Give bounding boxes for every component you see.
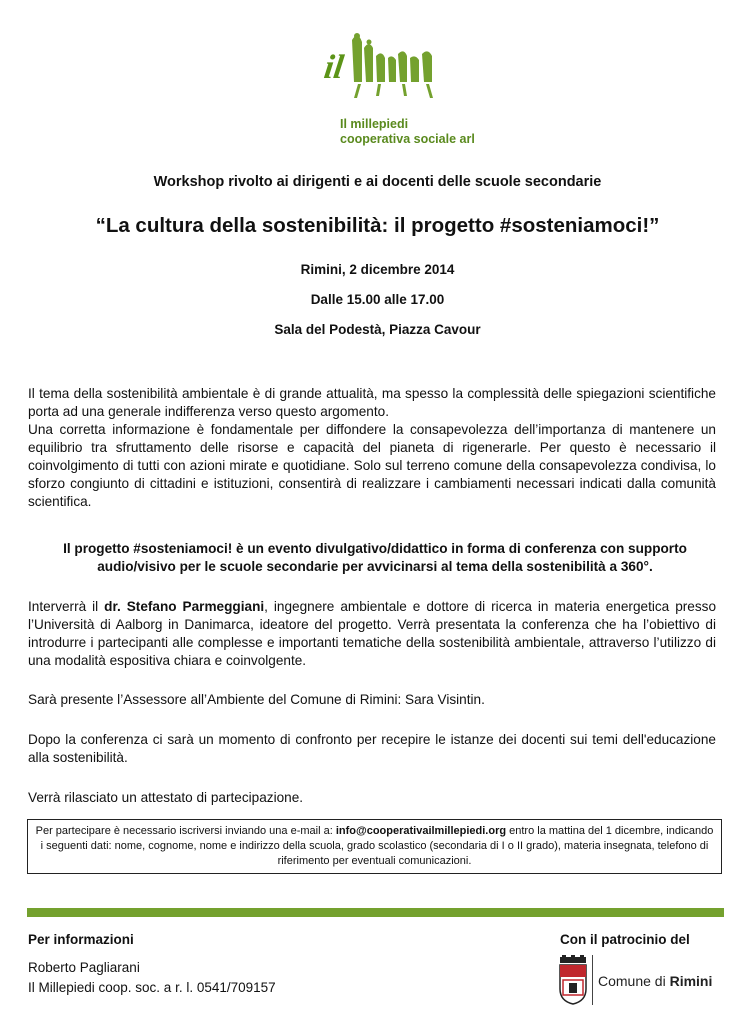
event-title: “La cultura della sostenibilità: il progetto #sosteniamoci!”	[95, 214, 660, 237]
comune-logo-text	[598, 973, 712, 989]
millepiedi-logo-icon	[321, 28, 440, 108]
millepiedi-logo	[321, 28, 440, 108]
event-time: Dalle 15.00 alle 17.00	[310, 292, 445, 307]
contact-name: Roberto Pagliarani	[28, 960, 140, 975]
svg-text:il: il	[321, 49, 346, 86]
comune-city: Rimini	[669, 973, 713, 989]
paragraph-intro: Il tema della sostenibilità ambientale è di grande attualità, ma spesso la complessità delle spiegazioni scientifiche porta ad una generale indifferenza verso questo argomento.	[28, 386, 716, 419]
speaker-name: dr. Stefano Parmeggiani	[104, 599, 265, 614]
event-place: Sala del Podestà, Piazza Cavour	[274, 322, 481, 337]
organization-name-line2: cooperativa sociale arl	[340, 132, 475, 146]
registration-intro: Per partecipare è necessario iscriversi inviando una e-mail a:	[35, 825, 336, 837]
event-subtitle: Workshop rivolto ai dirigenti e ai docenti delle scuole secondarie	[153, 174, 602, 190]
paragraph-dopo: Dopo la conferenza ci sarà un momento di confronto per recepire le istanze dei docenti sui temi dell'educazione alla sostenibilità.	[28, 732, 716, 765]
speaker-intro: Interverrà il	[28, 599, 105, 614]
registration-details: entro la mattina del 1 dicembre, indicando i seguenti dati: nome, cognome, nome e indirizzo della scuola, grado scolastico (secondaria di I o II grado), materia insegnata, telefono di riferimento per eventuali comunicazioni.	[40, 825, 714, 867]
info-heading: Per informazioni	[28, 932, 134, 947]
paragraph-assessore: Sarà presente l’Assessore all’Ambiente del Comune di Rimini: Sara Visintin.	[28, 692, 485, 707]
event-date: Rimini, 2 dicembre 2014	[300, 262, 455, 277]
paragraph-attestato: Verrà rilasciato un attestato di partecipazione.	[28, 790, 304, 805]
contact-org: Il Millepiedi coop. soc. a r. l. 0541/709157	[28, 980, 276, 995]
green-divider	[27, 908, 724, 917]
organization-name-line1: Il millepiedi	[340, 117, 409, 131]
registration-email[interactable]: info@cooperativailmillepiedi.org	[335, 825, 507, 837]
rimini-crest	[558, 955, 588, 1005]
registration-box	[27, 819, 722, 874]
patronage-heading: Con il patrocinio del	[560, 932, 690, 947]
paragraph-highlight: Il progetto #sosteniamoci! è un evento divulgativo/didattico in forma di conferenza con supporto audio/visivo per le scuole secondarie per avvicinarsi al tema della sostenibilità a 360°.	[63, 541, 687, 574]
comune-label: Comune di	[598, 973, 670, 989]
organization-name	[340, 117, 475, 147]
paragraph-speaker	[28, 598, 716, 670]
rimini-crest-icon	[558, 955, 588, 1005]
speaker-description: , ingegnere ambientale e dottore di ricerca in materia energetica presso l’Università di Aalborg in Danimarca, ideatore del progetto. Verrà presentata la conferenza che ha l’obiettivo di introdurre i partecipanti alle complesse e importanti tematiche della sostenibilità ambientale, attraverso l’utilizzo di una modalità espositiva chiara e coinvolgente.	[28, 599, 716, 668]
paragraph-information: Una corretta informazione è fondamentale per diffondere la consapevolezza dell’importanza di mantenere un equilibrio tra sfruttamento delle risorse e capacità del pianeta di rigenerarle. Per questo è necessario il coinvolgimento di tutti con azioni mirate e quotidiane. Solo sul terreno comune della consapevolezza condivisa, lo sforzo congiunto di cittadini e istituzioni, consentirà di realizzare i cambiamenti necessari indicati dalla comunità scientifica.	[28, 422, 716, 509]
